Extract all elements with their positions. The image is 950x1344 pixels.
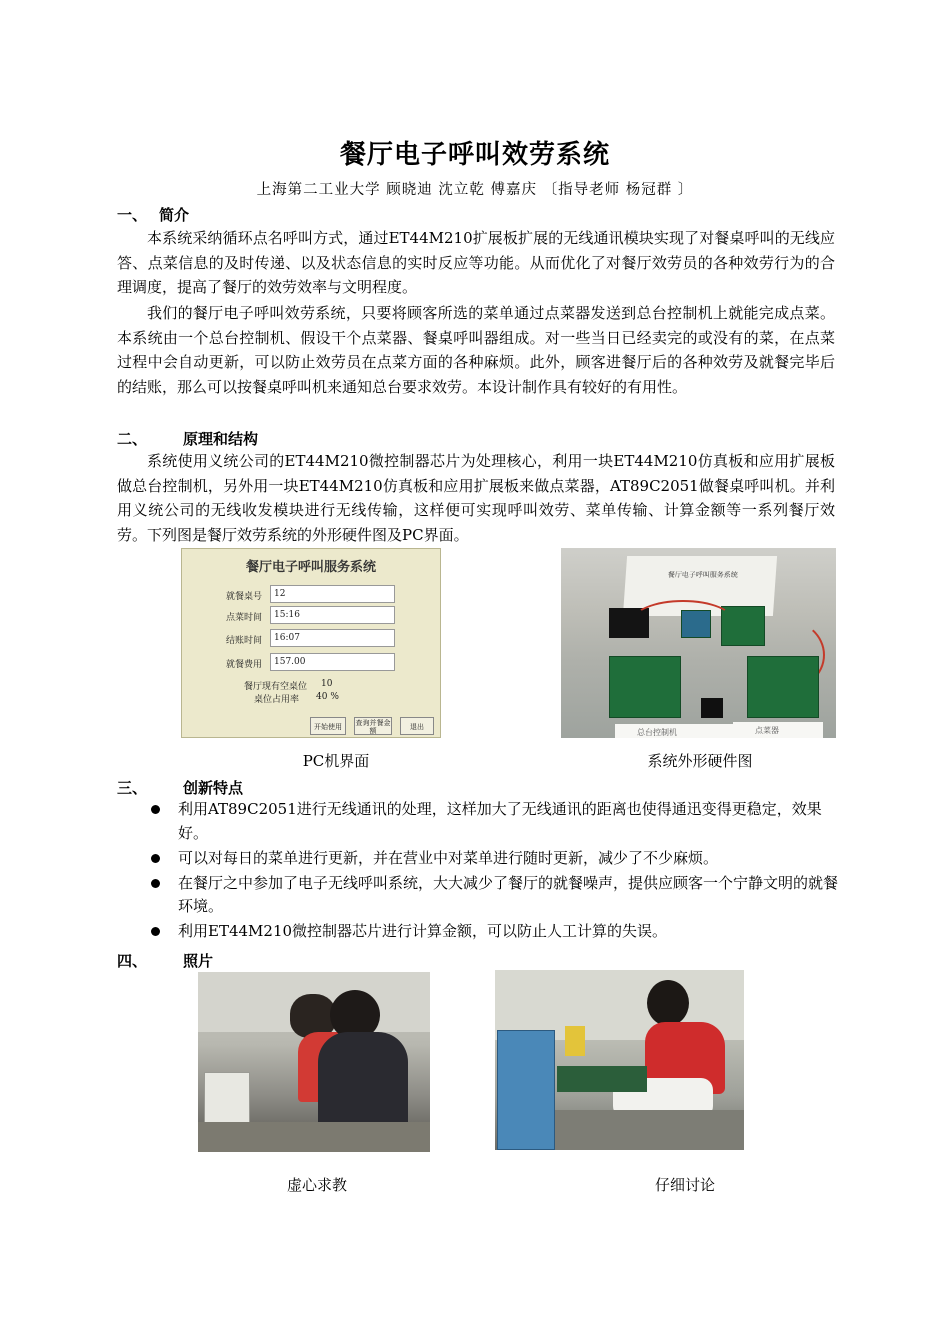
list-item xyxy=(148,847,838,871)
pc-ui-free-tables-value: 10 xyxy=(321,679,333,689)
list-item xyxy=(148,920,838,944)
list-item-text: 利用AT89C2051进行无线通讯的处理，这样加大了无线通讯的距离也使得通迅变得更稳定，效果好。 xyxy=(178,800,822,842)
section-number: 二、 xyxy=(117,430,148,448)
pc-ui-field-label: 点菜时间 xyxy=(226,613,263,623)
photo-discussion xyxy=(495,970,744,1150)
pc-ui-field-value: 15:16 xyxy=(270,606,395,624)
hardware-label-right: 点菜器 xyxy=(755,726,779,735)
pc-ui-usage-value: 40 % xyxy=(316,692,339,702)
list-item xyxy=(148,798,838,845)
hardware-label-left: 总台控制机 xyxy=(637,728,677,737)
list-item-text: 利用ET44M210微控制器芯片进行计算金额，可以防止人工计算的失误。 xyxy=(178,922,668,940)
pc-ui-exit-button: 退出 xyxy=(400,717,434,735)
document-title: 餐厅电子呼叫效劳系统 xyxy=(339,140,610,170)
section-title: 原理和结构 xyxy=(183,430,259,448)
bullet-dot-icon xyxy=(151,879,160,888)
pc-interface-screenshot xyxy=(181,548,441,738)
pc-ui-field-value: 157.00 xyxy=(270,653,395,671)
list-item-text: 在餐厅之中参加了电子无线呼叫系统，大大减少了餐厅的就餐噪声，提供应顾客一个宁静文明的就餐环境。 xyxy=(178,873,839,915)
photo-learning xyxy=(198,972,430,1152)
section-2-paragraph-1: 系统使用义统公司的ET44M210微控制器芯片为处理核心，利用一块ET44M210仿真板和应用扩展板做总台控制机，另外用一块ET44M210仿真板和应用扩展板来做点菜器，AT89C2051做餐桌呼叫机。并利用义统公司的无线收发模块进行无线传输，这样便可实现呼叫效劳、菜单传输、计算金额等一系列餐厅效劳。下列图是餐厅效劳系统的外形硬件图及PC界面。 xyxy=(117,452,835,545)
wire xyxy=(631,600,735,644)
section-title: 照片 xyxy=(183,952,214,970)
pc-ui-field-label: 就餐桌号 xyxy=(226,592,263,602)
pc-ui-title: 餐厅电子呼叫服务系统 xyxy=(245,560,376,575)
pc-ui-free-tables-label: 餐厅现有空桌位 xyxy=(244,682,308,692)
section-2-heading xyxy=(117,428,258,449)
section-title: 创新特点 xyxy=(183,779,244,797)
section-3-heading xyxy=(117,777,243,798)
section-4-heading xyxy=(117,950,213,971)
pc-ui-field-row xyxy=(182,585,440,605)
photo2-caption: 仔细讨论 xyxy=(654,1176,715,1194)
pc-ui-field-label: 结账时间 xyxy=(226,636,263,646)
list-item-text: 可以对每日的菜单进行更新，并在营业中对菜单进行随时更新，减少了不少麻烦。 xyxy=(178,848,719,867)
circuit-boards xyxy=(557,1066,647,1092)
pc-ui-field-row xyxy=(182,653,440,673)
person-head xyxy=(647,980,689,1026)
pc-interface-caption: PC机界面 xyxy=(302,752,370,770)
pc-ui-start-button: 开始使用 xyxy=(310,717,346,735)
pc-ui-field-row xyxy=(182,629,440,649)
innovation-list xyxy=(148,798,838,945)
section-title: 简介 xyxy=(159,206,190,224)
control-board-right xyxy=(747,656,819,718)
hardware-sheet-title: 餐厅电子呼叫服务系统 xyxy=(667,571,739,579)
section-1-paragraph-2: 我们的餐厅电子呼叫效劳系统，只要将顾客所选的菜单通过点菜器发送到总台控制机上就能完成点菜。本系统由一个总台控制机、假设干个点菜器、餐桌呼叫器组成。对一些当日已经卖完的或没有的菜，在点菜过程中会自动更新，可以防止效劳员在点菜方面的各种麻烦。此外，顾客进餐厅后的各种效劳及就餐完毕后的结账，那么可以按餐桌呼叫机来通知总台要求效劳。本设计制作具有较好的有用性。 xyxy=(117,304,835,397)
pc-ui-field-value: 16:07 xyxy=(270,629,395,647)
list-item xyxy=(148,872,838,919)
bullet-dot-icon xyxy=(151,805,160,814)
hardware-label-card xyxy=(615,724,733,738)
computer-case xyxy=(497,1030,555,1150)
hardware-label-card xyxy=(733,722,823,738)
photo1-caption: 虚心求教 xyxy=(286,1176,347,1194)
bullet-dot-icon xyxy=(151,854,160,863)
bullet-dot-icon xyxy=(151,927,160,936)
control-board-left xyxy=(609,656,681,718)
section-number: 一、 xyxy=(117,206,148,224)
section-number: 三、 xyxy=(117,779,148,797)
desk xyxy=(198,1122,430,1152)
pc-ui-field-row xyxy=(182,606,440,626)
author-line: 上海第二工业大学 顾晓迪 沈立乾 傅嘉庆 〔指导老师 杨冠群 〕 xyxy=(256,182,694,198)
hardware-photo xyxy=(561,548,836,738)
section-number: 四、 xyxy=(117,952,148,970)
desk xyxy=(555,1110,744,1150)
cable-connector xyxy=(701,698,723,718)
pc-ui-usage-label: 桌位占用率 xyxy=(254,695,300,705)
pc-ui-field-label: 就餐费用 xyxy=(226,660,263,670)
pc-ui-query-button: 查询并餐金额 xyxy=(355,719,391,735)
section-1-paragraph-1: 本系统采纳循环点名呼叫方式，通过ET44M210扩展板扩展的无线通讯模块实现了对餐桌呼叫的无线应答、点菜信息的及时传递、以及状态信息的实时反应等功能。从而优化了对餐厅效劳员的各种效劳行为的合理调度，提高了餐厅的效劳效率与文明程度。 xyxy=(117,229,835,297)
section-1-heading xyxy=(117,204,189,225)
pc-ui-field-value: 12 xyxy=(270,585,395,603)
multimeter xyxy=(565,1026,585,1056)
hardware-caption: 系统外形硬件图 xyxy=(647,752,753,770)
